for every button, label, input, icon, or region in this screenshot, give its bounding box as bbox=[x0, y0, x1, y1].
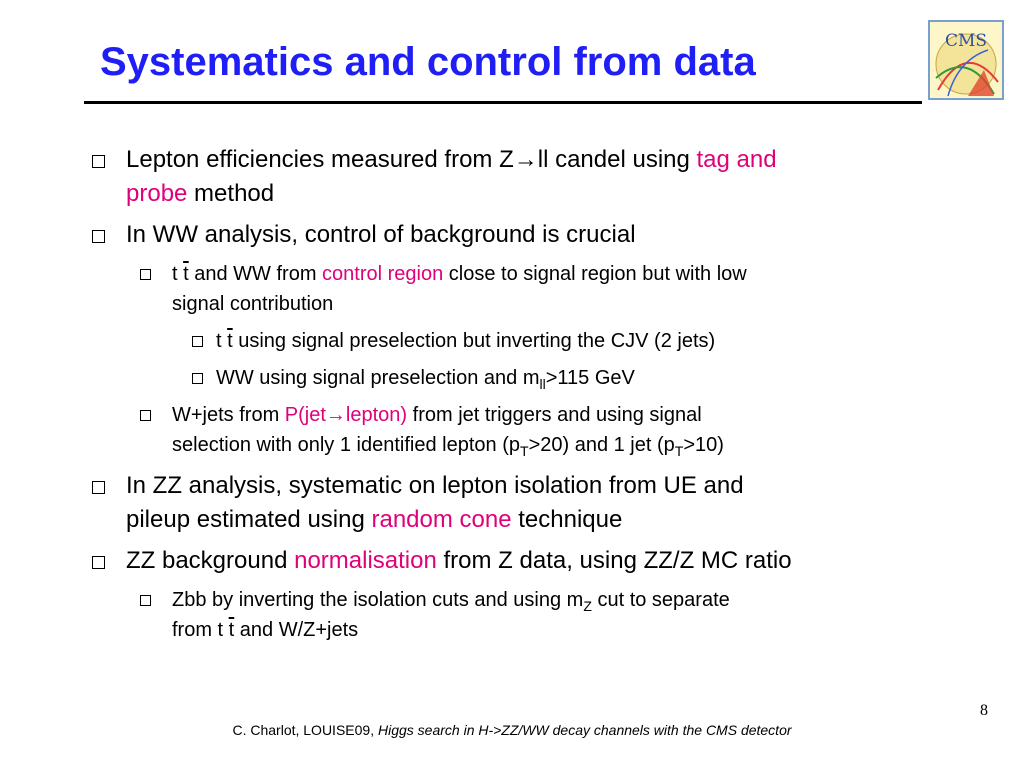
cms-logo-text: CMS bbox=[944, 31, 988, 51]
bullet-marker-icon bbox=[92, 481, 105, 494]
footer-author: C. Charlot, LOUISE09, bbox=[232, 722, 378, 738]
footer-title: Higgs search in H->ZZ/WW decay channels with the CMS detector bbox=[377, 722, 792, 738]
bullet-zz-isolation: In ZZ analysis, systematic on lepton isolation from UE and bbox=[126, 472, 744, 499]
sub-sub-bullet-ww-mll: WW using signal preselection and $m_{ll}>115$ GeV bbox=[216, 367, 635, 392]
bullet-marker-icon bbox=[92, 155, 105, 168]
bullet-zz-isolation-line2: pileup estimated using random cone technique bbox=[126, 506, 623, 533]
page-number: 8 bbox=[980, 702, 988, 719]
bullet-ww-analysis: In WW analysis, control of background is crucial bbox=[126, 221, 636, 248]
sub-sub-bullet-marker-icon bbox=[192, 336, 203, 347]
sub-bullet-wjets-line2: selection with only 1 identified lepton $(p_T>20)$ and 1 jet $(p_T>10)$ bbox=[172, 434, 724, 459]
bullet-lepton-efficiencies: Lepton efficiencies measured from Z→ll candel using tag and bbox=[126, 146, 777, 173]
bullet-marker-icon bbox=[92, 556, 105, 569]
sub-bullet-wjets: W+jets from P(jet→lepton) from jet triggers and using signal bbox=[172, 404, 702, 426]
sub-bullet-marker-icon bbox=[140, 410, 151, 421]
sub-bullet-marker-icon bbox=[140, 595, 151, 606]
sub-bullet-marker-icon bbox=[140, 269, 151, 280]
footer bbox=[0, 722, 1024, 738]
bullet-zz-normalisation: ZZ background normalisation from Z data, using ZZ/Z MC ratio bbox=[126, 547, 792, 574]
sub-sub-bullet-ttbar-cjv: t $\overline{t}$ using signal preselection but inverting the CJV (2 jets) bbox=[216, 330, 716, 352]
sub-bullet-ttbar-ww-line2: signal contribution bbox=[172, 293, 334, 315]
sub-sub-bullet-marker-icon bbox=[192, 373, 203, 384]
bullet-lepton-efficiencies-line2: probe method bbox=[126, 180, 275, 207]
bullet-marker-icon bbox=[92, 230, 105, 243]
sub-bullet-ttbar-ww: t $\overline{t}$ and WW from control region close to signal region but with low bbox=[172, 263, 747, 285]
sub-bullet-zbb: Zbb by inverting the isolation cuts and using $m_Z$ cut to separate bbox=[172, 589, 730, 614]
page-title: Systematics and control from data bbox=[100, 40, 756, 84]
sub-bullet-zbb-line2: from t $\overline{t}$ and W/Z+jets bbox=[172, 619, 359, 641]
